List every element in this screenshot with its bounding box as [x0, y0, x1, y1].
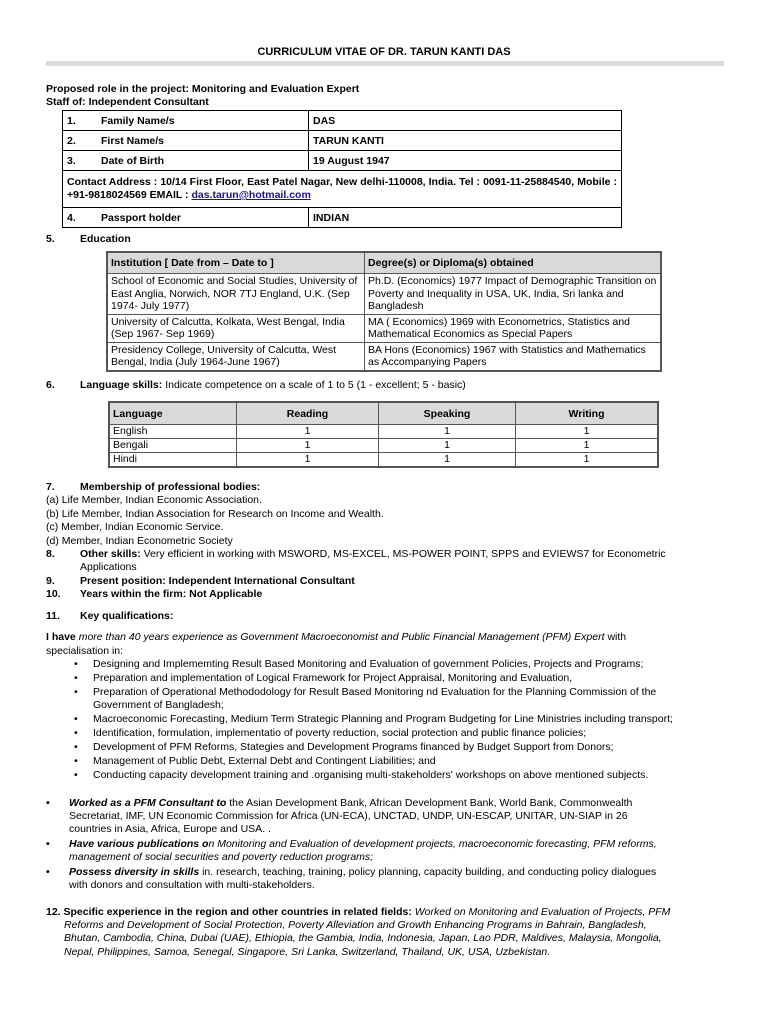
language-heading [46, 379, 466, 392]
table-row [63, 208, 622, 228]
present-position-text: Present position: Independent International Consultant [80, 575, 355, 587]
bullet-icon: • [46, 838, 50, 850]
table-row [107, 274, 661, 315]
highlight-cont: Secretariat, IMF, UN Economic Commission for Africa (UN-ECA), UNCTAD, UNDP, UN-ESCAP, UNITAR, UN-SIAP in 26 [69, 810, 628, 822]
table-row [63, 171, 622, 208]
specific-cont: Nepal, Philippines, Samoa, Senegal, Singapore, Sri Lanka, Switzerland, Thailand, UK, USA, Uzbekistan. [64, 946, 551, 958]
highlight-cont: management of social securities and poverty reduction programs; [69, 851, 374, 863]
column-header: Speaking [379, 402, 516, 425]
writing-cell: 1 [516, 439, 659, 453]
highlight-item [69, 838, 709, 851]
email-link[interactable]: das.tarun@hotmail.com [191, 189, 311, 201]
table-row [63, 131, 622, 151]
section-number: 9. [46, 575, 55, 587]
family-name-value: DAS [309, 111, 622, 131]
first-name-value: TARUN KANTI [309, 131, 622, 151]
dob-value: 19 August 1947 [309, 151, 622, 171]
education-table [106, 251, 662, 372]
highlight-cont: countries in Asia, Africa, Europe and USA. . [69, 823, 271, 835]
institution-cell: University of Calcutta, Kolkata, West Bengal, India (Sep 1967- Sep 1969) [107, 314, 365, 342]
list-item: Development of PFM Reforms, Stategies and Development Programs financed by Budget Support from Donors; [93, 741, 614, 753]
section-number: 10. [46, 588, 61, 600]
row-label: Date of Birth [97, 151, 309, 171]
section-title: Membership of professional bodies: [80, 481, 261, 493]
table-row [109, 425, 658, 439]
bullet-icon: • [74, 755, 78, 767]
list-item: (a) Life Member, Indian Economic Association. [46, 494, 262, 506]
intro-bold: I have [46, 631, 76, 643]
membership-heading [46, 481, 260, 494]
row-label: Family Name/s [97, 111, 309, 131]
other-skills-text: Very efficient in working with MSWORD, MS-EXCEL, MS-POWER POINT, SPPS and EVIEWS7 for Econometric [140, 548, 666, 560]
contact-address [63, 171, 622, 208]
row-number: 3. [63, 151, 98, 171]
column-header: Institution [ Date from – Date to ] [107, 252, 365, 274]
title-rule [46, 61, 724, 66]
years-within-firm [46, 588, 262, 601]
list-item: Identification, formulation, implementatio of poverty reduction, social protection and public finance policies; [93, 727, 587, 739]
specific-cont: Bhutan, Cambodia, China, Dubai (UAE), Ethiopia, the Gambia, India, Indonesia, Japan, Lao PDR, Maldives, Malaysia, Mongolia, [64, 932, 662, 944]
highlight-cont: with donors and consultation with multi-stakeholders. [69, 879, 315, 891]
institution-cell: School of Economic and Social Studies, University of East Anglia, Norwich, NOR 7TJ England, U.K. (Sep 1974- July 1977) [107, 274, 365, 315]
list-item: Preparation and implementation of Logical Framework for Project Appraisal, Monitoring and Evaluation, [93, 672, 573, 684]
other-skills-cont: Applications [80, 561, 137, 573]
specific-text: Worked on Monitoring and Evaluation of Projects, PFM [411, 906, 671, 918]
section-title: Education [80, 233, 131, 245]
education-heading [46, 233, 131, 246]
section-number: 11. [46, 610, 61, 622]
section-title: 12. Specific experience in the region and other countries in related fields: [46, 906, 412, 918]
writing-cell: 1 [516, 425, 659, 439]
key-qual-intro [46, 631, 722, 644]
language-cell: English [109, 425, 237, 439]
key-qual-intro-line2: specialisation in: [46, 645, 124, 657]
bullet-icon: • [74, 686, 78, 698]
degree-cell: Ph.D. (Economics) 1977 Impact of Demographic Transition on Poverty and Inequality in USA, UK, India, Sri lanka and Bangladesh [365, 274, 662, 315]
column-header: Writing [516, 402, 659, 425]
bullet-icon: • [74, 727, 78, 739]
section-number: 5. [46, 233, 55, 245]
table-row [109, 439, 658, 453]
bullet-icon: • [74, 713, 78, 725]
other-skills [46, 548, 666, 561]
row-number: 4. [63, 208, 98, 228]
bullet-icon: • [74, 672, 78, 684]
list-item: Conducting capacity development training and .organising multi-stakeholders' workshops on above mentioned subjects. [93, 769, 649, 781]
row-number: 1. [63, 111, 98, 131]
column-header: Reading [237, 402, 379, 425]
bullet-icon: • [74, 658, 78, 670]
speaking-cell: 1 [379, 439, 516, 453]
list-item: (d) Member, Indian Econometric Society [46, 535, 233, 547]
writing-cell: 1 [516, 453, 659, 468]
list-item: Management of Public Debt, External Debt and Contingent Liabilities; and [93, 755, 436, 767]
bullet-icon: • [74, 741, 78, 753]
table-row [63, 111, 622, 131]
speaking-cell: 1 [379, 425, 516, 439]
language-table [108, 401, 659, 468]
personal-details-table [62, 110, 622, 228]
table-row [107, 314, 661, 342]
intro-italic: more than 40 years experience as Government Macroeconomist and Public Financial Management (PFM) Expert [75, 631, 605, 643]
key-qualifications-heading [46, 610, 173, 623]
list-item: (c) Member, Indian Economic Service. [46, 521, 224, 533]
language-note: Indicate competence on a scale of 1 to 5 (1 - excellent; 5 - basic) [162, 379, 466, 391]
highlight-text: n Monitoring and Evaluation of development projects, macroeconomic forecasting, PFM reforms, [208, 838, 657, 850]
bullet-icon: • [46, 797, 50, 809]
reading-cell: 1 [237, 439, 379, 453]
section-number: 7. [46, 481, 55, 493]
table-row [107, 342, 661, 371]
table-header-row [107, 252, 661, 274]
passport-value: INDIAN [309, 208, 622, 228]
section-number: 6. [46, 379, 55, 391]
list-item: Preparation of Operational Methododology for Result Based Monitoring nd Evaluation for the Planning Commission of the [93, 686, 657, 698]
table-row [63, 151, 622, 171]
highlight-lead: Have various publications o [69, 838, 209, 850]
page-title: CURRICULUM VITAE OF DR. TARUN KANTI DAS [257, 46, 511, 58]
list-item: (b) Life Member, Indian Association for Research on Income and Wealth. [46, 508, 384, 520]
staff-of: Staff of: Independent Consultant [46, 96, 209, 108]
bullet-icon: • [46, 866, 50, 878]
years-text: Years within the firm: Not Applicable [80, 588, 263, 600]
language-cell: Hindi [109, 453, 237, 468]
list-item-cont: Government of Bangladesh; [93, 699, 224, 711]
section-number: 8. [46, 548, 55, 560]
institution-cell: Presidency College, University of Calcutta, West Bengal, India (July 1964-June 1967) [107, 342, 365, 371]
section-title: Language skills: [80, 379, 163, 391]
reading-cell: 1 [237, 453, 379, 468]
highlight-text: in. research, teaching, training, policy planning, capacity building, and conducting policy dialogues [199, 866, 657, 878]
section-title: Other skills: [80, 548, 141, 560]
speaking-cell: 1 [379, 453, 516, 468]
bullet-icon: • [74, 769, 78, 781]
table-row [109, 453, 658, 468]
table-header-row [109, 402, 658, 425]
row-label: Passport holder [97, 208, 309, 228]
degree-cell: BA Hons (Economics) 1967 with Statistics and Mathematics as Accompanying Papers [365, 342, 662, 371]
list-item: Designing and Implememting Result Based Monitoring and Evaluation of government Policies, Projects and Programs; [93, 658, 644, 670]
proposed-role: Proposed role in the project: Monitoring and Evaluation Expert [46, 83, 360, 95]
row-label: First Name/s [97, 131, 309, 151]
list-item: Macroeconomic Forecasting, Medium Term Strategic Planning and Program Budgeting for Line Ministries including transport; [93, 713, 673, 725]
language-cell: Bengali [109, 439, 237, 453]
intro-rest: with [604, 631, 627, 643]
row-number: 2. [63, 131, 98, 151]
highlight-item [69, 866, 709, 879]
reading-cell: 1 [237, 425, 379, 439]
highlight-lead: Possess diversity in skills [69, 866, 200, 878]
column-header: Language [109, 402, 237, 425]
specific-experience [46, 906, 670, 919]
degree-cell: MA ( Economics) 1969 with Econometrics, Statistics and Mathematical Economics as Special Papers [365, 314, 662, 342]
highlight-text: the Asian Development Bank, African Development Bank, World Bank, Commonwealth [226, 797, 633, 809]
contact-text: Contact Address : 10/14 First Floor, East Patel Nagar, New delhi-110008, India. Tel : 0091-11-25884540, Mobile : +91-9818024569 EMAIL : [67, 176, 617, 201]
column-header: Degree(s) or Diploma(s) obtained [365, 252, 662, 274]
present-position [46, 575, 355, 588]
highlight-lead: Worked as a PFM Consultant to [69, 797, 227, 809]
specific-cont: Reforms and Development of Social Protection, Poverty Alleviation and Growth Enhancing Programs in Bahrain, Bangladesh, [64, 919, 647, 931]
highlight-item [69, 797, 709, 810]
section-title: Key qualifications: [80, 610, 174, 622]
